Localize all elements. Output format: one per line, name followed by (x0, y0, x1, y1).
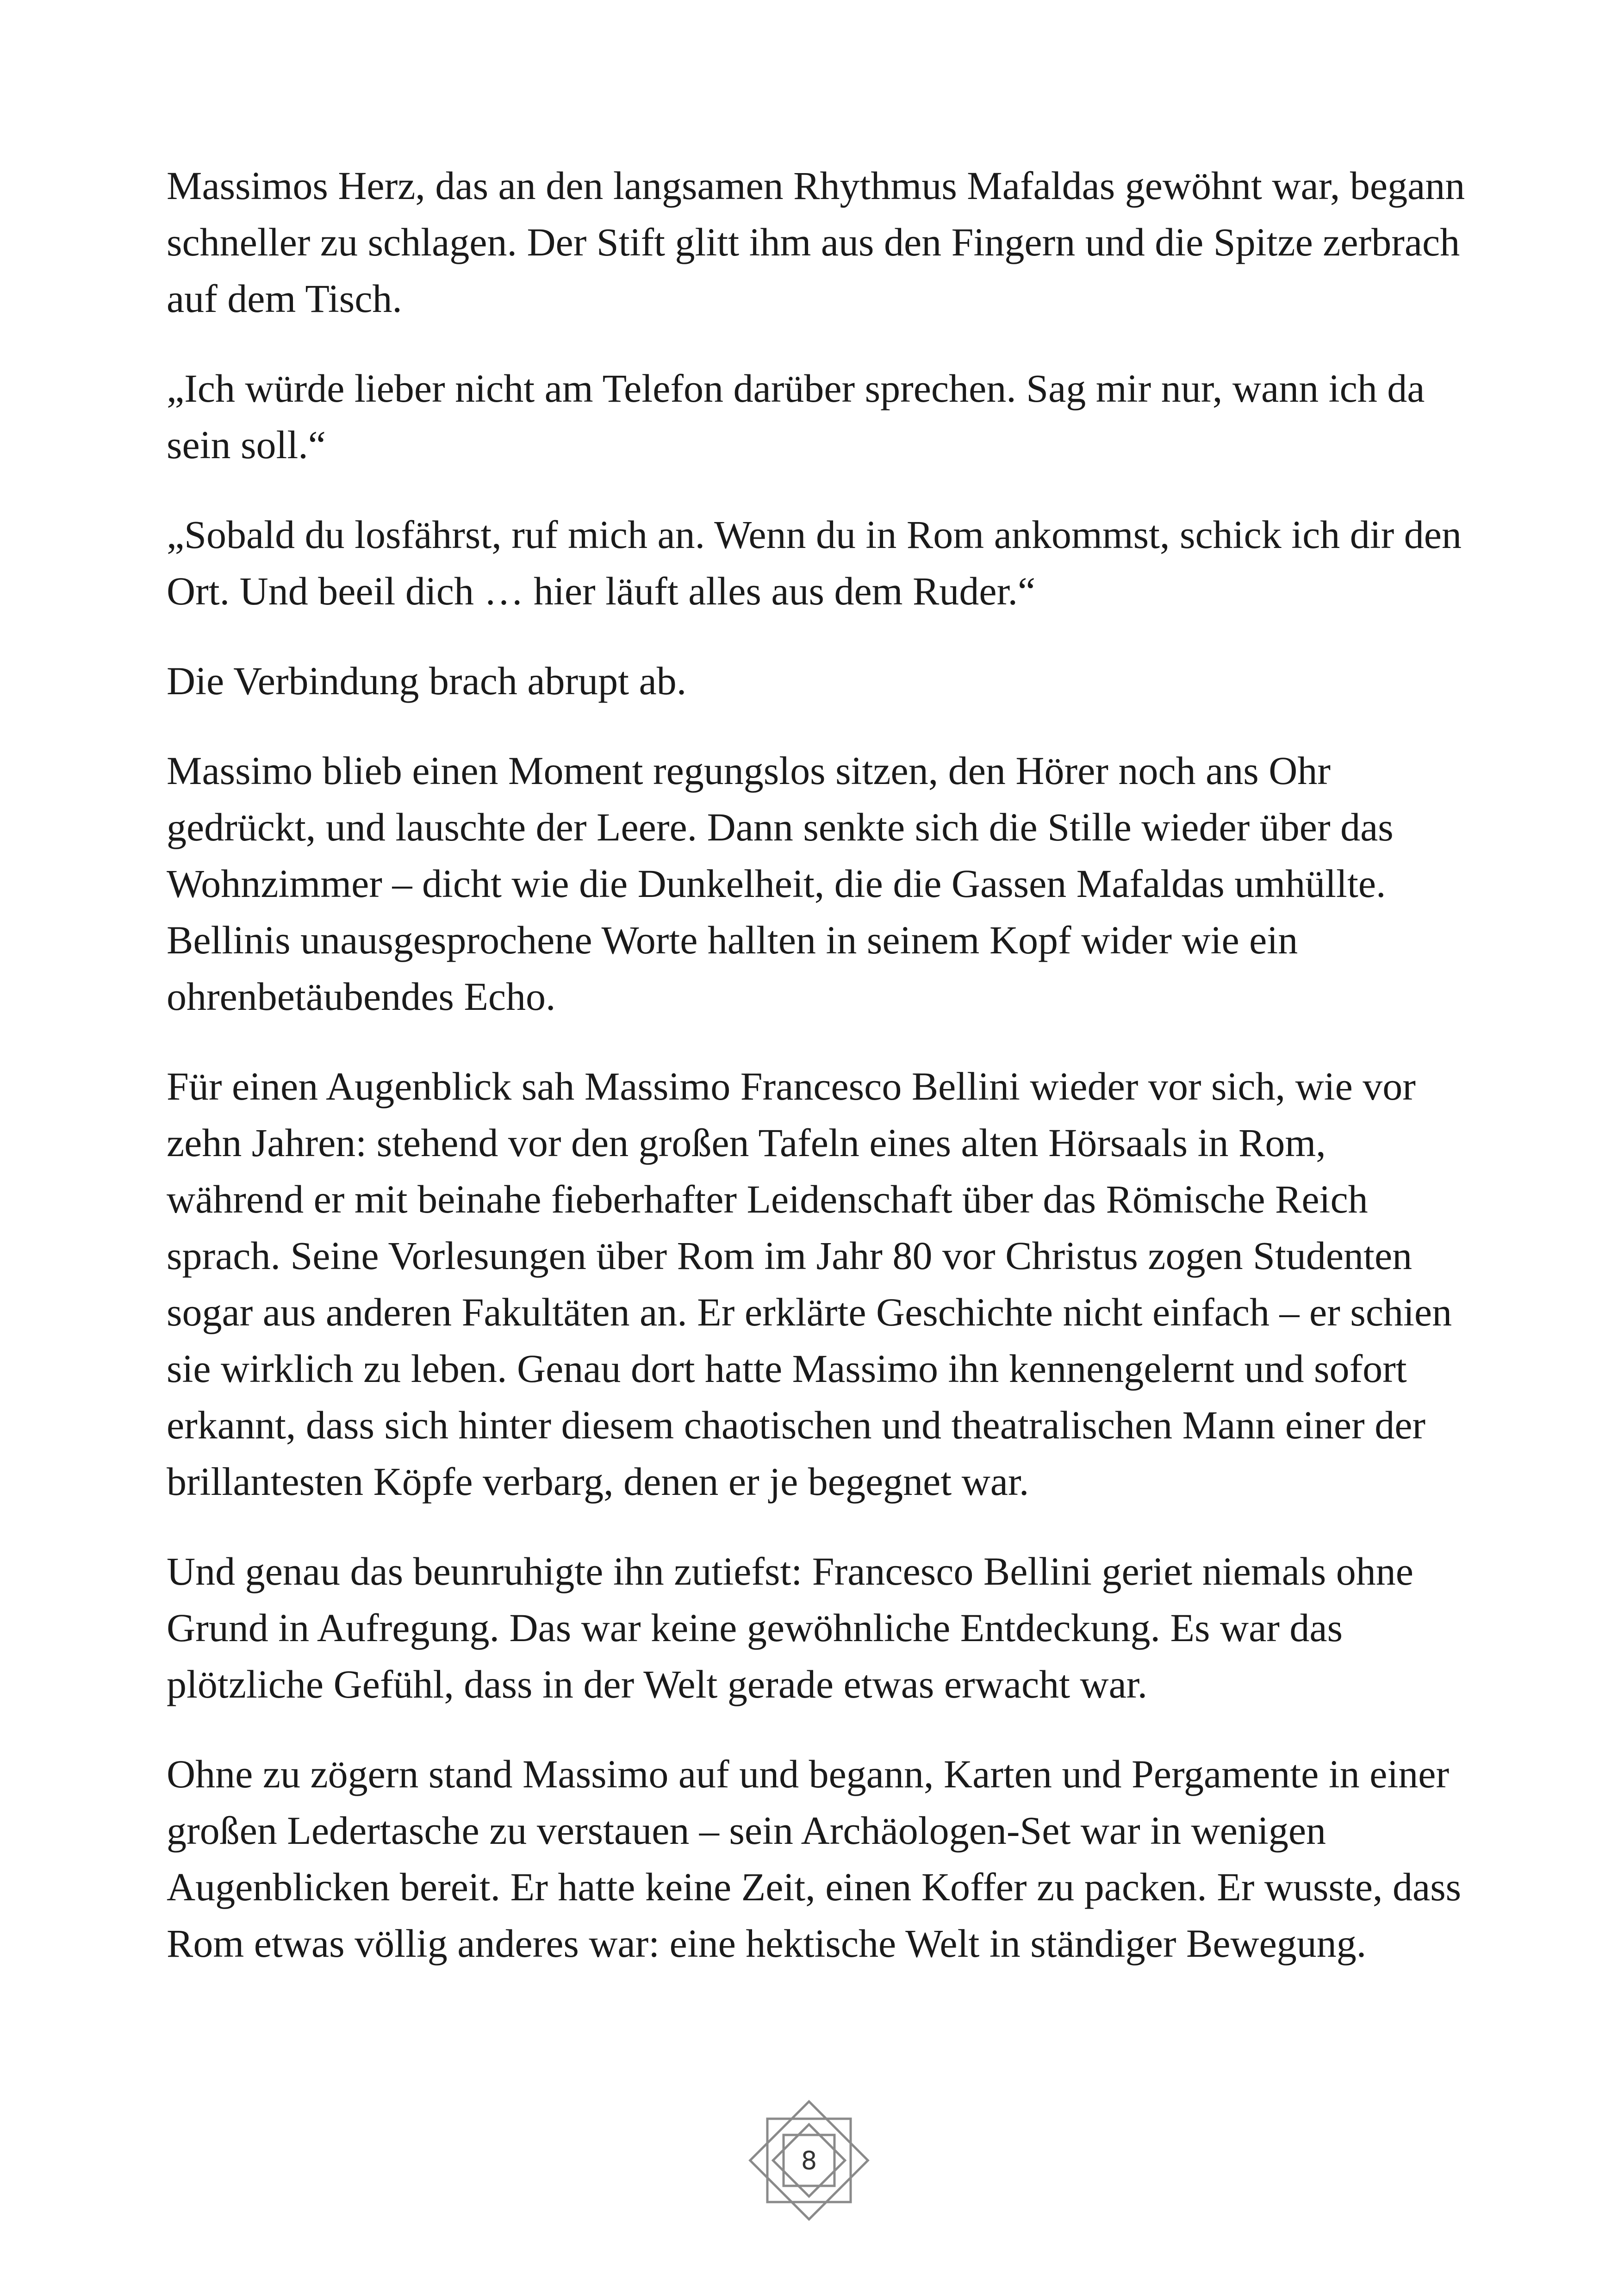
page-number: 8 (801, 2146, 817, 2175)
paragraph-2: „Ich würde lieber nicht am Telefon darüber sprechen. Sag mir nur, wann ich da sein soll.“ (167, 366, 1425, 467)
paragraph-8: Ohne zu zögern stand Massimo auf und begann, Karten und Pergamente in einer großen Ledertasche zu verstauen – sein Archäologen-Set war in wenigen Augenblicken bereit. Er hatte keine Zeit, einen Koffer zu packen. Er wusste, dass Rom etwas völlig anderes war: eine hektische Welt in ständiger Bewegung. (167, 1752, 1462, 1966)
paragraph-1: Massimos Herz, das an den langsamen Rhythmus Mafaldas gewöhnt war, begann schneller zu schlagen. Der Stift glitt ihm aus den Fingern und die Spitze zerbrach auf dem Tisch. (167, 163, 1465, 321)
page-number-ornament (747, 2099, 871, 2222)
paragraph-7: Und genau das beunruhigte ihn zutiefst: Francesco Bellini geriet niemals ohne Grund in Aufregung. Das war keine gewöhnliche Entdeckung. Es war das plötzliche Gefühl, dass in der Welt gerade etwas erwacht war. (167, 1549, 1413, 1706)
paragraph-4: Die Verbindung brach abrupt ab. (167, 659, 687, 703)
paragraph-3: „Sobald du losfährst, ruf mich an. Wenn du in Rom ankommst, schick ich dir den Ort. Und beeil dich … hier läuft alles aus dem Ruder.“ (167, 512, 1462, 613)
paragraph-6: Für einen Augenblick sah Massimo Francesco Bellini wieder vor sich, wie vor zehn Jahren: stehend vor den großen Tafeln eines alten Hörsaals in Rom, während er mit beinahe fieberhafter Leidenschaft über das Römische Reich sprach. Seine Vorlesungen über Rom im Jahr 80 vor Christus zogen Studenten sogar aus anderen Fakultäten an. Er erklärte Geschichte nicht einfach – er schien sie wirklich zu leben. Genau dort hatte Massimo ihn kennengelernt und sofort erkannt, dass sich hinter diesem chaotischen und theatralischen Mann einer der brillantesten Köpfe verbarg, denen er je begegnet war. (167, 1064, 1452, 1504)
paragraph-5: Massimo blieb einen Moment regungslos sitzen, den Hörer noch ans Ohr gedrückt, und lauschte der Leere. Dann senkte sich die Stille wieder über das Wohnzimmer – dicht wie die Dunkelheit, die die Gassen Mafaldas umhüllte. Bellinis unausgesprochene Worte hallten in seinem Kopf wider wie ein ohrenbetäubendes Echo. (167, 748, 1394, 1019)
body-text (167, 157, 1467, 2005)
